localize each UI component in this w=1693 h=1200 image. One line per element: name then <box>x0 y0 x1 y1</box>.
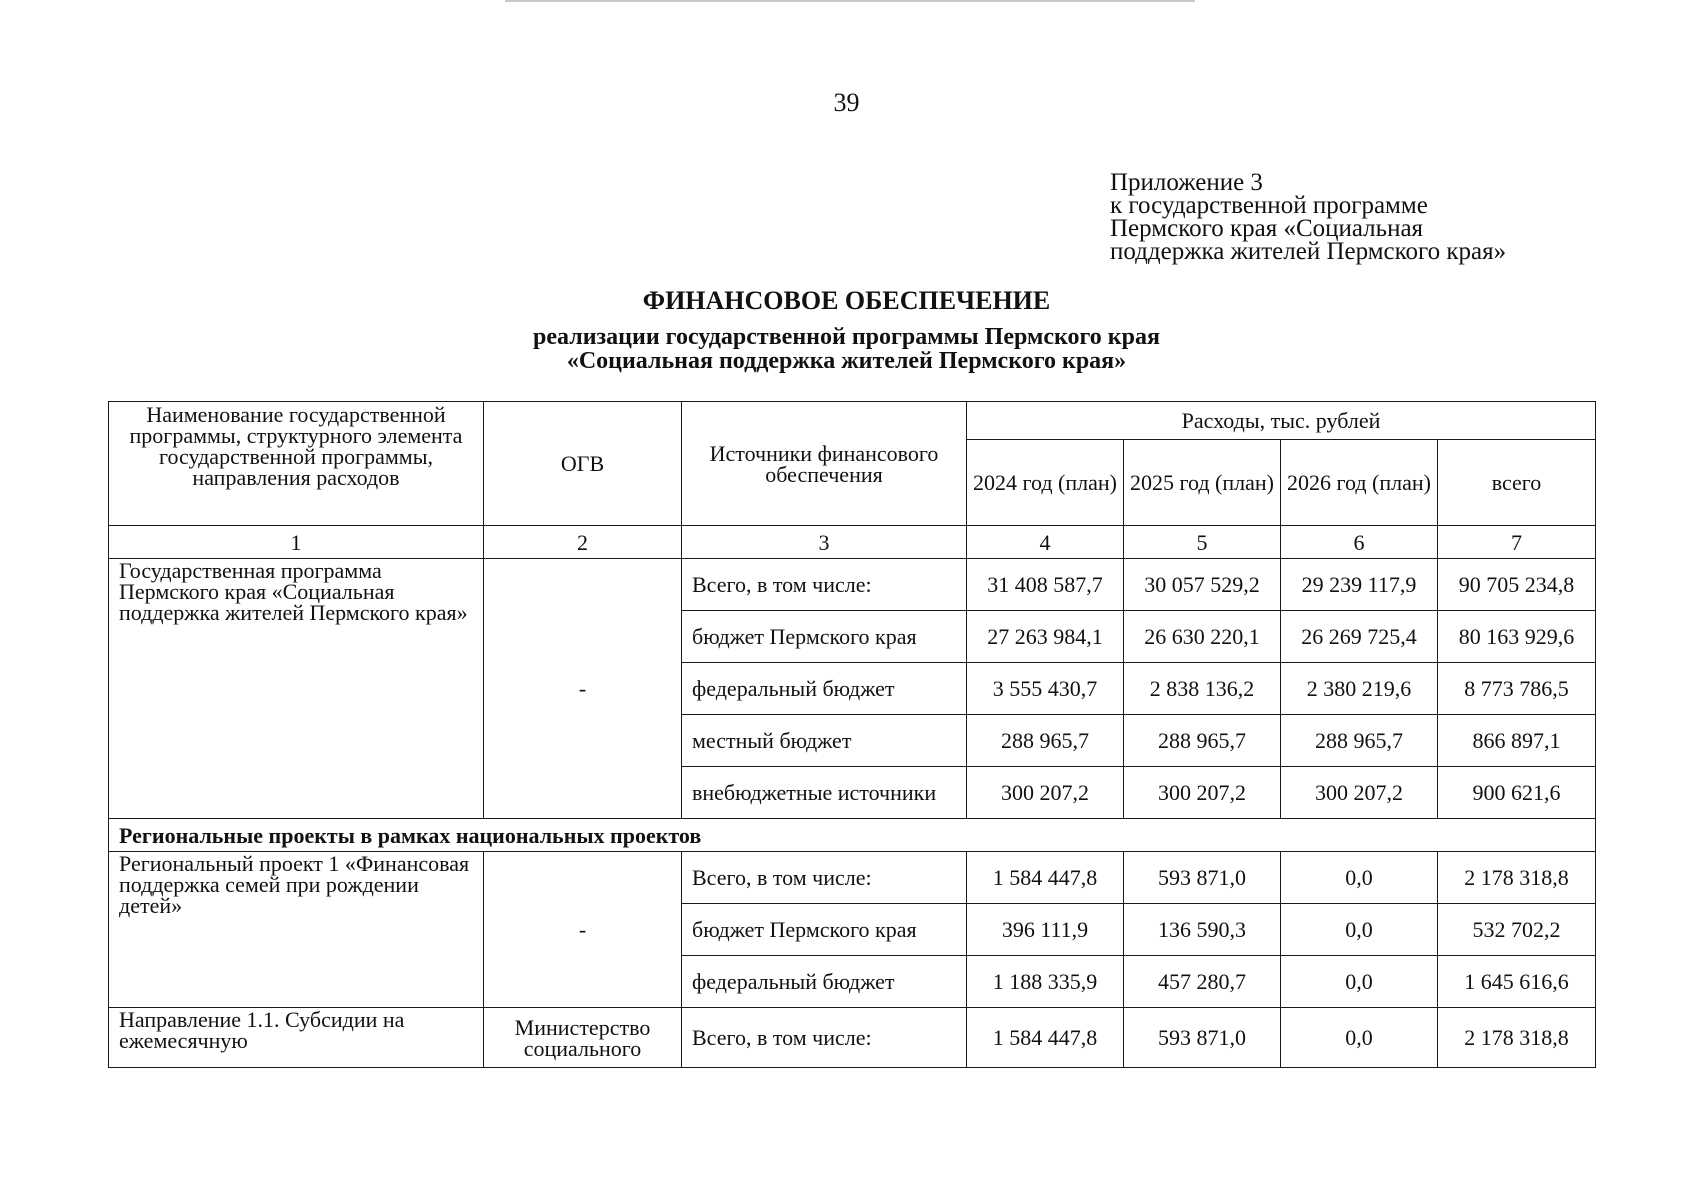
page-number: 39 <box>833 88 860 117</box>
value-2024: 1 584 447,8 <box>967 1008 1124 1068</box>
value-total: 90 705 234,8 <box>1438 559 1596 611</box>
financing-table <box>108 401 1596 1068</box>
value-total: 2 178 318,8 <box>1438 1008 1596 1068</box>
appendix-line: к государственной программе <box>1110 192 1428 219</box>
value-total: 8 773 786,5 <box>1438 663 1596 715</box>
value-2024: 1 584 447,8 <box>967 852 1124 904</box>
program-ogv: - <box>484 559 682 819</box>
document-title: ФИНАНСОВОЕ ОБЕСПЕЧЕНИЕ <box>642 286 1051 315</box>
value-total: 532 702,2 <box>1438 904 1596 956</box>
value-2026: 300 207,2 <box>1281 767 1438 819</box>
value-2024: 3 555 430,7 <box>967 663 1124 715</box>
source-cell: федеральный бюджет <box>682 956 967 1008</box>
column-number: 5 <box>1124 526 1281 559</box>
project-name: Региональный проект 1 «Финансовая поддержка семей при рождении детей» <box>109 852 484 1008</box>
source-cell: Всего, в том числе: <box>682 852 967 904</box>
value-2026: 0,0 <box>1281 1008 1438 1068</box>
appendix-line: Пермского края «Социальная <box>1110 215 1424 242</box>
value-total: 1 645 616,6 <box>1438 956 1596 1008</box>
value-2025: 136 590,3 <box>1124 904 1281 956</box>
value-2026: 29 239 117,9 <box>1281 559 1438 611</box>
column-number-row <box>109 526 1596 559</box>
program-name: Государственная программа Пермского края «Социальная поддержка жителей Пермского края» <box>109 559 484 819</box>
column-number: 6 <box>1281 526 1438 559</box>
header-total: всего <box>1438 440 1596 526</box>
column-number: 2 <box>484 526 682 559</box>
table-row <box>109 559 1596 611</box>
value-2026: 0,0 <box>1281 904 1438 956</box>
value-2025: 457 280,7 <box>1124 956 1281 1008</box>
source-cell: внебюджетные источники <box>682 767 967 819</box>
source-cell: бюджет Пермского края <box>682 611 967 663</box>
source-cell: бюджет Пермского края <box>682 904 967 956</box>
value-2025: 593 871,0 <box>1124 852 1281 904</box>
source-cell: федеральный бюджет <box>682 663 967 715</box>
value-2024: 27 263 984,1 <box>967 611 1124 663</box>
value-total: 900 621,6 <box>1438 767 1596 819</box>
value-2024: 1 188 335,9 <box>967 956 1124 1008</box>
value-2026: 0,0 <box>1281 956 1438 1008</box>
header-expenses: Расходы, тыс. рублей <box>967 402 1596 440</box>
source-cell: Всего, в том числе: <box>682 1008 967 1068</box>
section-title: Региональные проекты в рамках национальных проектов <box>109 819 1596 852</box>
value-2025: 288 965,7 <box>1124 715 1281 767</box>
project-ogv: - <box>484 852 682 1008</box>
header-2025: 2025 год (план) <box>1124 440 1281 526</box>
value-2026: 0,0 <box>1281 852 1438 904</box>
value-total: 2 178 318,8 <box>1438 852 1596 904</box>
column-number: 1 <box>109 526 484 559</box>
source-cell: Всего, в том числе: <box>682 559 967 611</box>
header-2026: 2026 год (план) <box>1281 440 1438 526</box>
document-subtitle <box>0 325 1693 373</box>
value-2025: 26 630 220,1 <box>1124 611 1281 663</box>
column-number: 4 <box>967 526 1124 559</box>
source-cell: местный бюджет <box>682 715 967 767</box>
value-2026: 26 269 725,4 <box>1281 611 1438 663</box>
header-ogv: ОГВ <box>484 402 682 526</box>
value-2024: 396 111,9 <box>967 904 1124 956</box>
subtitle-line: реализации государственной программы Пермского края <box>533 324 1160 350</box>
value-2024: 31 408 587,7 <box>967 559 1124 611</box>
header-2024: 2024 год (план) <box>967 440 1124 526</box>
value-2026: 2 380 219,6 <box>1281 663 1438 715</box>
direction-name: Направление 1.1. Субсидии на ежемесячную <box>109 1008 484 1068</box>
value-2025: 593 871,0 <box>1124 1008 1281 1068</box>
appendix-note <box>1110 171 1506 263</box>
value-2025: 2 838 136,2 <box>1124 663 1281 715</box>
column-number: 7 <box>1438 526 1596 559</box>
value-total: 80 163 929,6 <box>1438 611 1596 663</box>
section-row <box>109 819 1596 852</box>
header-source: Источники финансового обеспечения <box>682 402 967 526</box>
appendix-line: поддержка жителей Пермского края» <box>1110 238 1507 265</box>
value-2026: 288 965,7 <box>1281 715 1438 767</box>
table-row <box>109 1008 1596 1068</box>
appendix-line: Приложение 3 <box>1110 169 1263 196</box>
table-row <box>109 852 1596 904</box>
value-2024: 288 965,7 <box>967 715 1124 767</box>
direction-ogv: Министерство социального <box>484 1008 682 1068</box>
subtitle-line: «Социальная поддержка жителей Пермского края» <box>566 348 1127 374</box>
value-2025: 300 207,2 <box>1124 767 1281 819</box>
value-total: 866 897,1 <box>1438 715 1596 767</box>
value-2025: 30 057 529,2 <box>1124 559 1281 611</box>
scan-edge-line <box>505 0 1195 2</box>
value-2024: 300 207,2 <box>967 767 1124 819</box>
column-number: 3 <box>682 526 967 559</box>
header-name: Наименование государственной программы, структурного элемента государственной программы, направления расходов <box>109 402 484 526</box>
